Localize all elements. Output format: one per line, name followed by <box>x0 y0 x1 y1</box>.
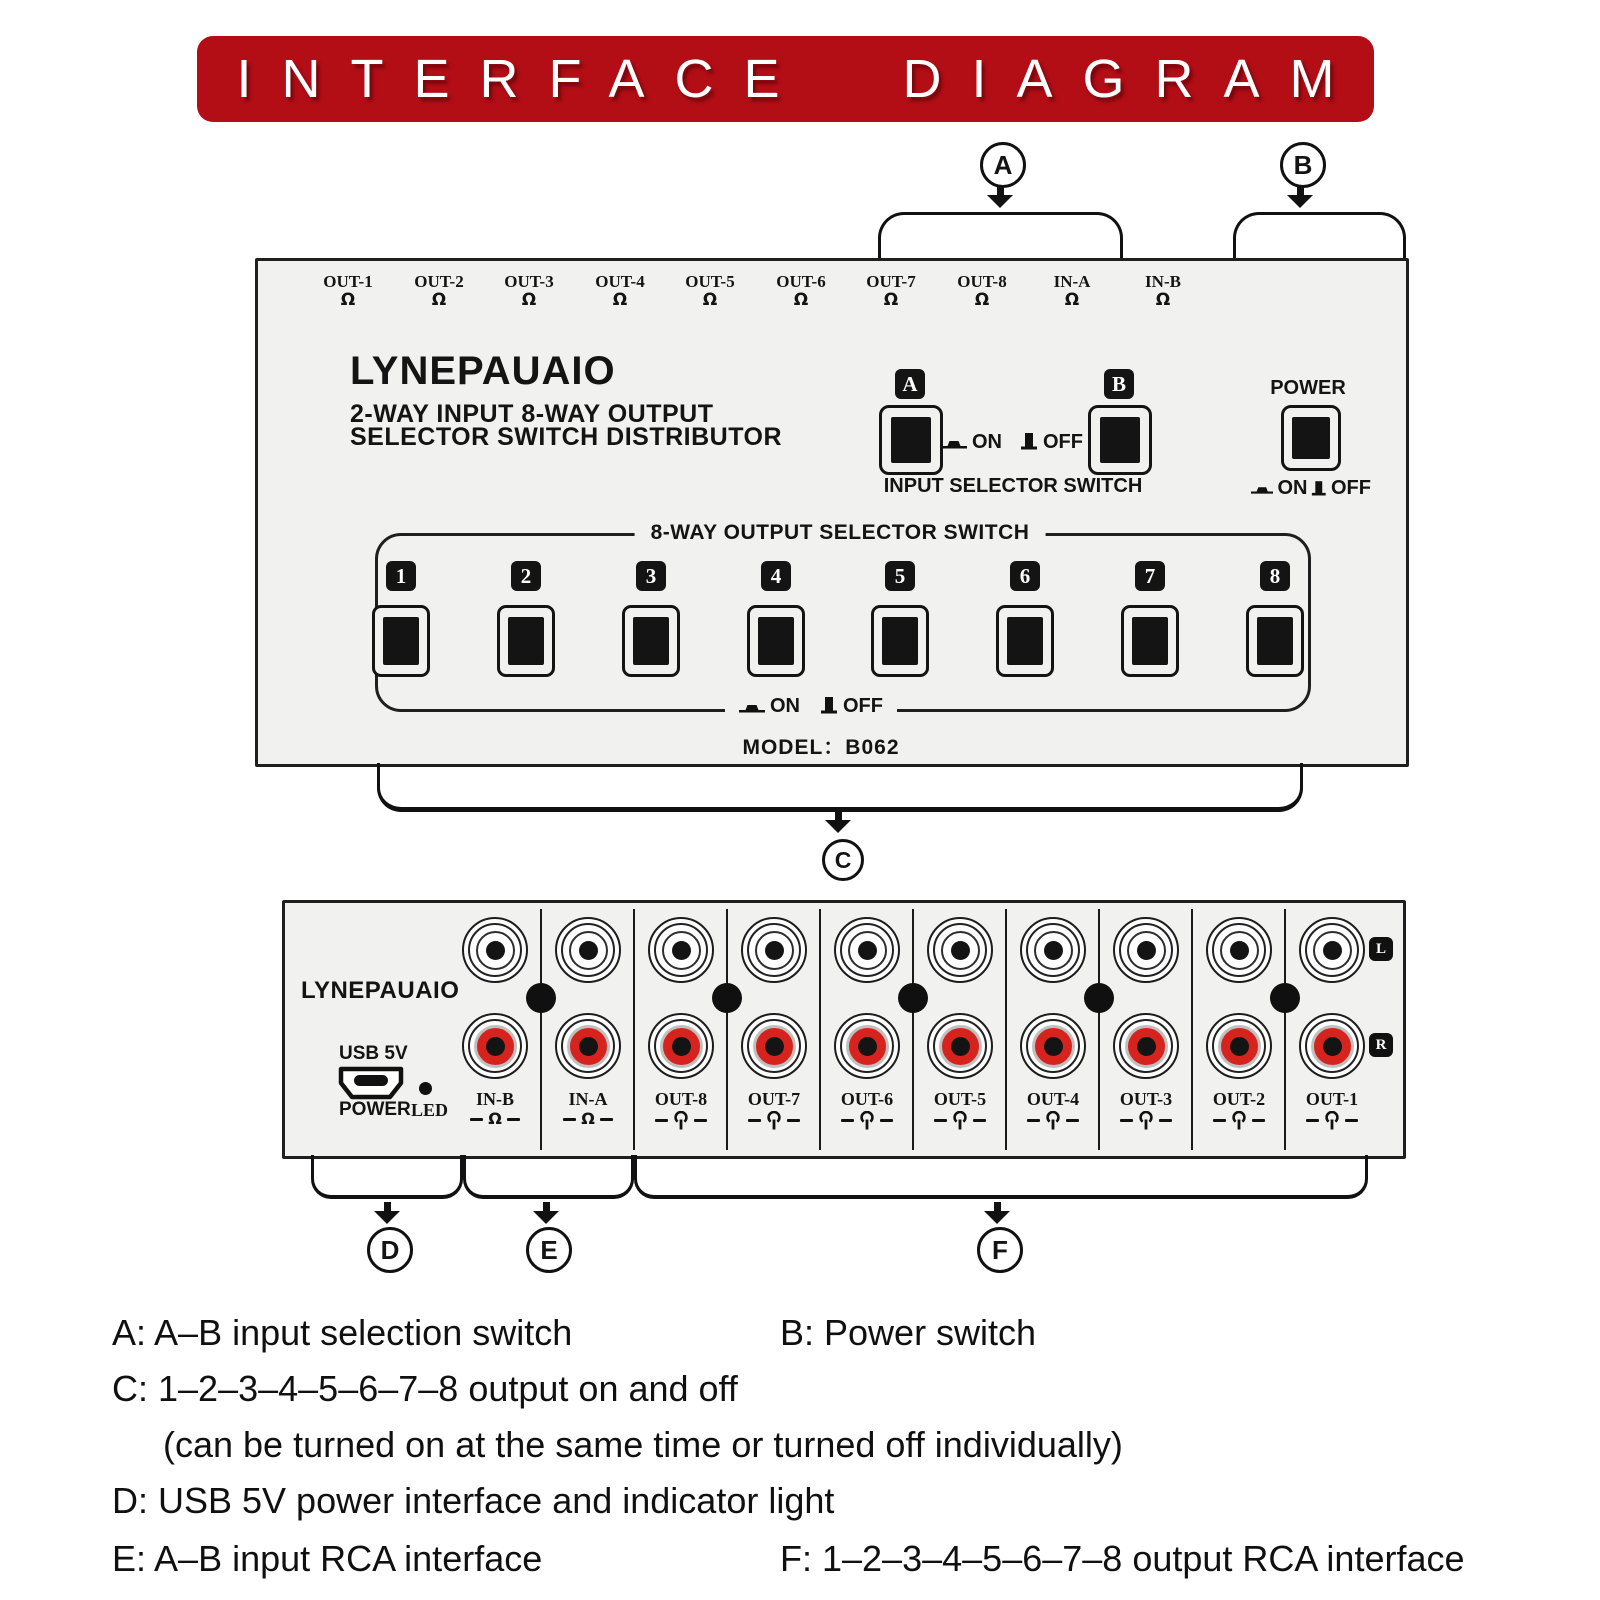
jack-ring <box>561 1019 615 1073</box>
off-label: OFF <box>843 694 883 717</box>
on-label: ON <box>1277 477 1308 499</box>
input-a-button <box>879 405 943 475</box>
output-jack-icon <box>1138 1111 1154 1130</box>
output-jack-icon <box>766 1111 782 1130</box>
jack-pin <box>1044 941 1063 960</box>
column-icon-row <box>1193 1111 1285 1130</box>
dash <box>470 1118 483 1121</box>
jack-pin <box>1323 941 1342 960</box>
switch-number-badge: 2 <box>511 561 541 591</box>
column-icon-row <box>635 1111 727 1130</box>
jack-ring <box>1212 1019 1266 1073</box>
rear-panel <box>282 900 1406 1159</box>
subtitle-line-1: 2-WAY INPUT 8-WAY OUTPUT <box>350 400 714 428</box>
callout-f-label: F <box>992 1234 1008 1265</box>
rca-jack-white <box>1299 917 1365 983</box>
jack-ring <box>933 1019 987 1073</box>
front-port-out-5 <box>665 273 755 308</box>
rca-column-out-6 <box>821 903 913 1150</box>
bracket-c <box>377 763 1303 812</box>
jack-core <box>753 1025 796 1068</box>
jack-ring <box>1119 1019 1173 1073</box>
arrow-down-icon <box>1287 186 1313 208</box>
rca-jack-red <box>1113 1013 1179 1079</box>
output-button-2 <box>497 605 555 677</box>
rca-jack-red <box>555 1013 621 1079</box>
jack-pin <box>858 941 877 960</box>
rca-jack-white <box>648 917 714 983</box>
legend-a: A: A–B input selection switch <box>112 1312 573 1353</box>
legend-c: C: 1–2–3–4–5–6–7–8 output on and off <box>112 1368 738 1409</box>
output-button-4 <box>747 605 805 677</box>
audio-jack-icon: Ω <box>793 290 809 310</box>
column-icon-row <box>821 1111 913 1130</box>
column-label: OUT-1 <box>1305 1089 1359 1109</box>
off-label: OFF <box>1331 477 1371 499</box>
jack-pin <box>672 941 691 960</box>
port-label: IN-B <box>1145 272 1181 291</box>
input-jack-icon: Ω <box>581 1109 595 1128</box>
arrow-down-icon <box>825 811 851 833</box>
jack-core <box>939 1025 982 1068</box>
dash <box>563 1118 576 1121</box>
output-switch-1 <box>368 561 434 677</box>
jack-core <box>474 1025 517 1068</box>
bracket-b <box>1233 212 1406 261</box>
arrow-stem <box>994 1202 1001 1211</box>
dash <box>1252 1119 1265 1122</box>
button-cap <box>758 617 794 665</box>
audio-jack-icon: Ω <box>340 290 356 310</box>
output-button-5 <box>871 605 929 677</box>
switch-number-badge: 3 <box>636 561 666 591</box>
jack-ring <box>1305 923 1359 977</box>
dash <box>1345 1119 1358 1122</box>
jack-core <box>476 931 515 970</box>
legend-c-note: (can be turned on at the same time or turned off individually) <box>163 1424 1123 1465</box>
jack-core <box>569 931 608 970</box>
dash <box>748 1119 761 1122</box>
rca-jack-white <box>927 917 993 983</box>
arrow-head <box>984 1211 1010 1224</box>
jack-ring <box>840 1019 894 1073</box>
jack-core <box>755 931 794 970</box>
key-raised-icon <box>820 697 838 715</box>
jack-core <box>1127 931 1166 970</box>
subtitle-line-2: SELECTOR SWITCH DISTRIBUTOR <box>350 423 783 451</box>
output-switch-5 <box>867 561 933 677</box>
port-label: OUT-2 <box>414 272 464 291</box>
output-jack-icon <box>859 1111 875 1130</box>
callout-f-circle <box>977 1227 1023 1273</box>
jack-pin <box>765 1037 784 1056</box>
legend-d: D: USB 5V power interface and indicator light <box>112 1480 835 1521</box>
port-label: OUT-6 <box>776 272 826 291</box>
jack-core <box>660 1025 703 1068</box>
button-cap <box>1132 617 1168 665</box>
arrow-stem <box>835 811 842 820</box>
power-label: POWER <box>1270 377 1346 399</box>
output-switch-6 <box>992 561 1058 677</box>
column-icon-row <box>728 1111 820 1130</box>
jack-pin <box>1044 1037 1063 1056</box>
key-raised-icon <box>1311 480 1327 498</box>
input-selector-label: INPUT SELECTOR SWITCH <box>883 475 1143 497</box>
arrow-head <box>987 195 1013 208</box>
column-icon-row <box>1007 1111 1099 1130</box>
button-cap <box>882 617 918 665</box>
port-label: OUT-7 <box>866 272 916 291</box>
output-jack-icon <box>952 1111 968 1130</box>
legend-e: E: A–B input RCA interface <box>112 1538 543 1579</box>
output-switch-7 <box>1117 561 1183 677</box>
brand-logo: LYNEPAUAIO <box>350 349 616 393</box>
usb-port-icon <box>337 1066 405 1100</box>
button-cap <box>1257 617 1293 665</box>
jack-core <box>1125 1025 1168 1068</box>
column-icon-row <box>1100 1111 1192 1130</box>
key-raised-icon <box>1020 433 1038 451</box>
output-jack-icon <box>1231 1111 1247 1130</box>
audio-jack-icon: Ω <box>974 290 990 310</box>
jack-ring <box>747 1019 801 1073</box>
rca-column-in-a <box>542 903 634 1150</box>
dash <box>1306 1119 1319 1122</box>
front-port-out-4 <box>575 273 665 308</box>
button-cap <box>1100 417 1140 463</box>
jack-ring <box>468 923 522 977</box>
rca-jack-red <box>1206 1013 1272 1079</box>
jack-ring <box>468 1019 522 1073</box>
switch-number-badge: 1 <box>386 561 416 591</box>
front-port-out-8 <box>937 273 1027 308</box>
input-a-badge: A <box>895 369 925 399</box>
output-switch-2 <box>493 561 559 677</box>
column-icon-row <box>1286 1111 1378 1130</box>
dash <box>934 1119 947 1122</box>
output-on-off-legend <box>725 693 897 719</box>
front-port-out-6 <box>756 273 846 308</box>
arrow-head <box>533 1211 559 1224</box>
rca-jack-white <box>834 917 900 983</box>
callout-d-label: D <box>380 1234 400 1265</box>
output-selector-title: 8-WAY OUTPUT SELECTOR SWITCH <box>635 521 1046 545</box>
jack-ring <box>1212 923 1266 977</box>
switch-number-badge: 4 <box>761 561 791 591</box>
rca-jack-red <box>834 1013 900 1079</box>
arrow-down-icon <box>987 186 1013 208</box>
arrow-stem <box>1297 186 1304 195</box>
power-on-off-legend <box>1251 477 1371 500</box>
rca-column-out-5 <box>914 903 1006 1150</box>
key-pressed-icon <box>1251 482 1273 495</box>
dash <box>1120 1119 1133 1122</box>
column-label: IN-A <box>568 1089 608 1109</box>
jack-pin <box>951 1037 970 1056</box>
dash <box>507 1118 520 1121</box>
arrow-down-icon <box>374 1202 400 1224</box>
rca-jack-white <box>1020 917 1086 983</box>
front-panel <box>255 258 1409 767</box>
callout-b-circle <box>1280 142 1326 188</box>
port-label: IN-A <box>1053 272 1091 291</box>
port-label: OUT-1 <box>323 272 373 291</box>
dash <box>655 1119 668 1122</box>
callout-b-label: B <box>1293 149 1313 180</box>
input-b-badge: B <box>1104 369 1134 399</box>
column-label: OUT-6 <box>840 1089 894 1109</box>
output-button-3 <box>622 605 680 677</box>
input-jack-icon: Ω <box>488 1109 502 1128</box>
output-jack-icon <box>673 1111 689 1130</box>
rca-jack-red <box>927 1013 993 1079</box>
bracket-e <box>463 1155 634 1199</box>
callout-c-label: C <box>834 846 852 873</box>
legend-f: F: 1–2–3–4–5–6–7–8 output RCA interface <box>780 1538 1465 1579</box>
led-label: LED <box>411 1100 449 1120</box>
column-label: OUT-8 <box>654 1089 708 1109</box>
front-port-out-1 <box>303 273 393 308</box>
jack-pin <box>858 1037 877 1056</box>
jack-pin <box>486 941 505 960</box>
arrow-head <box>374 1211 400 1224</box>
arrow-stem <box>543 1202 550 1211</box>
column-label: OUT-3 <box>1119 1089 1173 1109</box>
arrow-head <box>1287 195 1313 208</box>
dash <box>841 1119 854 1122</box>
rca-column-out-2 <box>1193 903 1285 1150</box>
dash <box>973 1119 986 1122</box>
button-cap <box>633 617 669 665</box>
arrow-stem <box>997 186 1004 195</box>
jack-ring <box>1026 923 1080 977</box>
output-button-8 <box>1246 605 1304 677</box>
button-cap <box>1007 617 1043 665</box>
port-label: OUT-5 <box>685 272 735 291</box>
rca-jack-white <box>555 917 621 983</box>
arrow-head <box>825 820 851 833</box>
front-port-in-a <box>1027 273 1117 308</box>
port-label: OUT-3 <box>504 272 554 291</box>
front-port-out-3 <box>484 273 574 308</box>
rca-jack-red <box>741 1013 807 1079</box>
output-switch-3 <box>618 561 684 677</box>
audio-jack-icon: Ω <box>1155 290 1171 310</box>
front-port-in-b <box>1118 273 1208 308</box>
port-label: OUT-8 <box>957 272 1007 291</box>
button-cap <box>891 417 931 463</box>
jack-ring <box>1026 1019 1080 1073</box>
output-button-7 <box>1121 605 1179 677</box>
jack-pin <box>1137 1037 1156 1056</box>
audio-jack-icon: Ω <box>431 290 447 310</box>
power-button <box>1281 405 1341 471</box>
jack-ring <box>747 923 801 977</box>
output-button-6 <box>996 605 1054 677</box>
jack-core <box>662 931 701 970</box>
audio-jack-icon: Ω <box>1064 290 1080 310</box>
jack-core <box>1034 931 1073 970</box>
dash <box>600 1118 613 1121</box>
jack-ring <box>933 923 987 977</box>
rca-jack-red <box>462 1013 528 1079</box>
dash <box>1213 1119 1226 1122</box>
jack-core <box>1218 1025 1261 1068</box>
column-icon-row <box>449 1111 541 1127</box>
output-switch-4 <box>743 561 809 677</box>
rca-column-out-1 <box>1286 903 1378 1150</box>
rca-jack-red <box>1299 1013 1365 1079</box>
switch-number-badge: 5 <box>885 561 915 591</box>
rca-jack-white <box>741 917 807 983</box>
bracket-a <box>878 212 1123 261</box>
port-label: OUT-4 <box>595 272 645 291</box>
jack-pin <box>1230 941 1249 960</box>
column-label: IN-B <box>475 1089 514 1109</box>
front-port-out-7 <box>846 273 936 308</box>
button-cap <box>383 617 419 665</box>
jack-pin <box>951 941 970 960</box>
jack-core <box>567 1025 610 1068</box>
rca-column-in-b <box>449 903 541 1150</box>
jack-pin <box>579 941 598 960</box>
column-label: OUT-7 <box>747 1089 801 1109</box>
rca-column-out-4 <box>1007 903 1099 1150</box>
jack-pin <box>486 1037 505 1056</box>
jack-ring <box>654 1019 708 1073</box>
jack-core <box>1313 931 1352 970</box>
legend-b: B: Power switch <box>780 1312 1037 1353</box>
callout-a-circle <box>980 142 1026 188</box>
key-pressed-icon <box>941 436 967 449</box>
bracket-d <box>311 1155 463 1199</box>
output-button-1 <box>372 605 430 677</box>
audio-jack-icon: Ω <box>702 290 718 310</box>
on-label: ON <box>972 430 1002 453</box>
jack-core <box>941 931 980 970</box>
button-cap <box>508 617 544 665</box>
brand-logo: LYNEPAUAIO <box>301 977 460 1004</box>
rca-jack-white <box>1206 917 1272 983</box>
arrow-down-icon <box>984 1202 1010 1224</box>
rca-jack-white <box>462 917 528 983</box>
model-label: MODEL：B062 <box>742 736 900 759</box>
on-off-legend <box>941 429 1083 455</box>
switch-number-badge: 8 <box>1260 561 1290 591</box>
column-icon-row <box>914 1111 1006 1130</box>
jack-pin <box>579 1037 598 1056</box>
jack-pin <box>1137 941 1156 960</box>
dash <box>1159 1119 1172 1122</box>
bracket-f <box>634 1155 1368 1199</box>
callout-e-circle <box>526 1227 572 1273</box>
column-label: OUT-4 <box>1026 1089 1080 1109</box>
callout-c-circle <box>822 839 864 881</box>
jack-ring <box>840 923 894 977</box>
rca-jack-white <box>1113 917 1179 983</box>
column-icon-row <box>542 1111 634 1127</box>
left-channel-badge: L <box>1369 937 1393 961</box>
button-cap <box>1292 417 1330 459</box>
jack-core <box>846 1025 889 1068</box>
callout-d-circle <box>367 1227 413 1273</box>
dash <box>694 1119 707 1122</box>
output-switch-8 <box>1242 561 1308 677</box>
dash <box>880 1119 893 1122</box>
jack-ring <box>654 923 708 977</box>
right-channel-badge: R <box>1369 1033 1393 1057</box>
switch-number-badge: 7 <box>1135 561 1165 591</box>
jack-core <box>1311 1025 1354 1068</box>
column-label: OUT-5 <box>933 1089 987 1109</box>
jack-ring <box>1305 1019 1359 1073</box>
audio-jack-icon: Ω <box>883 290 899 310</box>
jack-core <box>1220 931 1259 970</box>
arrow-down-icon <box>533 1202 559 1224</box>
audio-jack-icon: Ω <box>612 290 628 310</box>
jack-core <box>1032 1025 1075 1068</box>
dash <box>1027 1119 1040 1122</box>
switch-number-badge: 6 <box>1010 561 1040 591</box>
usb-power-label: POWER <box>339 1099 411 1120</box>
off-label: OFF <box>1043 430 1083 453</box>
dash <box>1066 1119 1079 1122</box>
callout-a-label: A <box>993 149 1013 180</box>
rca-column-out-8 <box>635 903 727 1150</box>
rca-column-out-7 <box>728 903 820 1150</box>
banner <box>197 36 1374 122</box>
callout-e-label: E <box>540 1234 558 1265</box>
key-pressed-icon <box>739 700 765 713</box>
column-label: OUT-2 <box>1212 1089 1266 1109</box>
led-indicator-icon <box>419 1082 432 1095</box>
front-port-out-2 <box>394 273 484 308</box>
input-b-button <box>1088 405 1152 475</box>
usb-label: USB 5V <box>339 1043 408 1064</box>
rca-column-out-3 <box>1100 903 1192 1150</box>
jack-ring <box>561 923 615 977</box>
audio-jack-icon: Ω <box>521 290 537 310</box>
jack-pin <box>672 1037 691 1056</box>
output-jack-icon <box>1045 1111 1061 1130</box>
jack-pin <box>765 941 784 960</box>
rca-jack-red <box>648 1013 714 1079</box>
dash <box>787 1119 800 1122</box>
jack-pin <box>1323 1037 1342 1056</box>
on-label: ON <box>770 694 800 717</box>
output-jack-icon <box>1324 1111 1340 1130</box>
jack-core <box>848 931 887 970</box>
rca-jack-red <box>1020 1013 1086 1079</box>
arrow-stem <box>384 1202 391 1211</box>
banner-title: INTERFACE DIAGRAM <box>236 49 1365 109</box>
jack-pin <box>1230 1037 1249 1056</box>
jack-ring <box>1119 923 1173 977</box>
